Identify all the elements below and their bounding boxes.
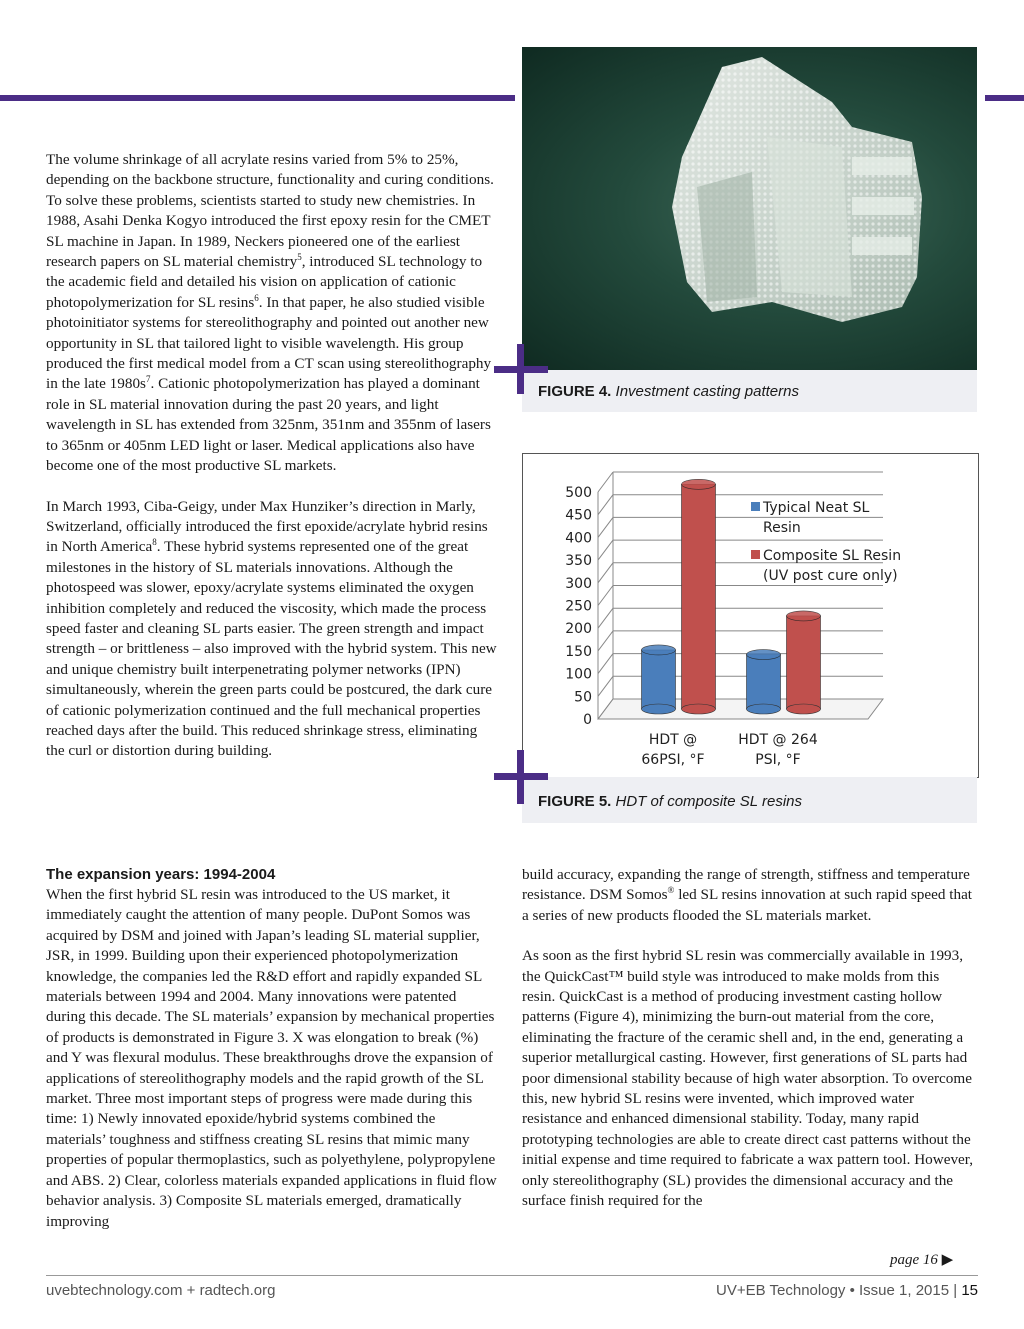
- gridline: [598, 631, 613, 651]
- paragraph: In March 1993, Ciba-Geigy, under Max Hunziker’s direction in Marly, Switzerland, officially introduced the first epoxide/acrylate hybrid resins in North America$^8$. These hybrid systems represented one of the great milestones in the history of SL materials innovations. Although the photospeed was slower, epoxy/acrylate systems eliminated the oxygen inhibition completely and reduced the viscosity, which made the process speed faster and cleaning SL parts easier. The green strength and impact strength – or brittleness – also improved with the hybrid system. This new and unique chemistry built interpenetrating polymer networks (IPN) simultaneously, wherein the green parts could be postcured, the dark cure of cationic polymerization continued and the full mechanical properties reached days after the build. This reduced shrinkage stress, eliminating the curl or distortion during building.: [46, 497, 497, 760]
- continued-on-page: [890, 1250, 953, 1269]
- legend-swatch: [751, 502, 760, 511]
- plus-mark: [494, 773, 548, 780]
- paragraph: build accuracy, expanding the range of strength, stiffness and temperature resistance. DSM Somos® led SL resins innovation at such rapid speed that a series of new products flooded the SL materials market.: [522, 866, 973, 924]
- x-tick-label: HDT @: [648, 732, 698, 748]
- continue-label: page 16: [890, 1252, 938, 1268]
- footer-websites: uvebtechnology.com + radtech.org: [46, 1282, 276, 1299]
- gridline: [598, 654, 613, 674]
- bar: [787, 616, 821, 709]
- y-tick-label: 400: [565, 530, 592, 547]
- gridline: [598, 563, 613, 583]
- y-tick-label: 450: [565, 507, 592, 524]
- y-tick-label: 350: [565, 553, 592, 570]
- legend-label: (UV post cure only): [763, 568, 898, 584]
- bar-top: [682, 479, 716, 489]
- gridline: [598, 495, 613, 515]
- bar-base: [747, 704, 781, 714]
- section-heading: The expansion years: 1994-2004: [46, 866, 276, 883]
- left-column: [46, 150, 498, 762]
- bar-top: [747, 650, 781, 660]
- y-tick-label: 0: [583, 712, 592, 728]
- figure-caption: Investment casting patterns: [615, 383, 799, 400]
- legend-swatch: [751, 550, 760, 559]
- figure4-caption: [522, 370, 977, 412]
- page-footer: [46, 1275, 978, 1306]
- figure-label: FIGURE 4.: [538, 383, 612, 400]
- page-number: 15: [961, 1282, 978, 1299]
- y-tick-label: 150: [565, 643, 592, 660]
- bar: [682, 484, 716, 709]
- gridline: [598, 472, 613, 492]
- y-tick-label: 300: [565, 575, 592, 592]
- y-tick-label: 100: [565, 666, 592, 683]
- header-rule-left: [0, 95, 515, 101]
- legend-label: Composite SL Resin: [763, 548, 902, 564]
- right-column: [522, 865, 974, 1212]
- chart-floor: [598, 699, 883, 719]
- footer-issue: UV+EB Technology • Issue 1, 2015 |: [716, 1282, 962, 1299]
- bar: [747, 655, 781, 709]
- y-tick-label: 50: [574, 689, 592, 706]
- hdt-bar-chart: [523, 454, 978, 777]
- y-tick-label: 200: [565, 621, 592, 638]
- figure4-photo: [522, 47, 977, 370]
- x-tick-label: HDT @ 264: [738, 732, 818, 748]
- bar-base: [787, 704, 821, 714]
- x-tick-label: 66PSI, °F: [641, 752, 705, 768]
- gridline: [598, 676, 613, 696]
- bar-top: [787, 611, 821, 621]
- legend-label: Resin: [763, 520, 801, 536]
- bar-base: [642, 704, 676, 714]
- paragraph: As soon as the first hybrid SL resin was commercially available in 1993, the QuickCast™ build style was introduced to make molds from this resin. QuickCast is a method of producing investment casting hollow patterns (Figure 4), minimizing the burn-out material from the core, eliminating the fracture of the ceramic shell and, in the end, generating a superior metallurgical casting. However, first generations of SL parts had poor dimensional stability because of high water absorption. To overcome this, new hybrid SL resins were invented, which improved water resistance and enhanced dimensional stability. Today, many rapid prototyping technologies are able to create direct cast patterns without the initial expense and time required to fabricate a wax pattern tool. However, only stereolithography (SL) provides the dimensional accuracy and the surface finish required for the: [522, 947, 974, 1210]
- paragraph: When the first hybrid SL resin was introduced to the US market, it immediately caught the attention of many people. DuPont Somos was acquired by DSM and joined with Japan’s leading SL material supplier, JSR, in 1999. Building upon their experienced photopolymerization knowledge, the companies led the R&D effort and rapidly expanded SL materials between 1994 and 2004. Many innovations were patented during this decade. The SL materials’ expansion by mechanical properties of products is demonstrated in Figure 3. X was elongation to break (%) and Y was flexural modulus. These breakthroughs drove the expansion of applications of stereolithography models and the rapid growth of the SL market. Three most important steps of progress were made during this time: 1) Newly innovated epoxide/hybrid systems combined the materials’ toughness and stiffness creating SL resins that mimic many properties of popular thermoplastics, such as polyethylene, polypropylene and ABS. 2) Clear, colorless materials expanded applications in fluid flow behavior analysis. 3) Composite SL materials emerged, dramatically improving: [46, 886, 497, 1230]
- figure5-caption: [522, 777, 977, 823]
- y-tick-label: 250: [565, 598, 592, 615]
- paragraph: The volume shrinkage of all acrylate resins varied from 5% to 25%, depending on the backbone structure, functionality and curing conditions. To solve these problems, scientists started to study new chemistries. In 1988, Asahi Denka Kogyo introduced the first epoxy resin for the CMET SL machine in Japan. In 1989, Neckers pioneered one of the earliest research papers on SL material chemistry$^5$, introduced SL technology to the academic field and detailed his vision on application of cationic photopolymerization for SL resins$^6$. In that paper, he also studied visible photoinitiator systems for stereolithography and pointed out another new opportunity in SL that tailored light to visible wavelength. His group produced the first medical model from a CT scan using stereolithography in the late $1980s^7$. Cationic photopolymerization has played a dominant role in SL material innovation during the past 20 years, and light wavelength in SL has extended from 325nm, 351nm and 355nm of lasers to 365nm or 405nm LED light or laser. Medical applications also have become one of the most productive SL markets.: [46, 151, 494, 475]
- figure-caption: HDT of composite SL resins: [615, 793, 802, 810]
- bar-top: [642, 645, 676, 655]
- left-column-lower: [46, 865, 498, 1232]
- bar: [642, 650, 676, 709]
- bar-base: [682, 704, 716, 714]
- gridline: [598, 517, 613, 537]
- figure-label: FIGURE 5.: [538, 793, 612, 810]
- x-tick-label: PSI, °F: [755, 752, 801, 768]
- casting-pattern-illustration: [522, 47, 977, 370]
- y-tick-label: 500: [565, 485, 592, 501]
- header-rule-right: [985, 95, 1024, 101]
- arrow-right-icon: ▶: [941, 1252, 954, 1268]
- gridline: [598, 540, 613, 560]
- gridline: [598, 608, 613, 628]
- footer-publication: [716, 1282, 978, 1299]
- gridline: [598, 586, 613, 606]
- plus-mark: [494, 366, 548, 373]
- legend-label: Typical Neat SL: [763, 500, 870, 516]
- figure5-chart: [522, 453, 979, 778]
